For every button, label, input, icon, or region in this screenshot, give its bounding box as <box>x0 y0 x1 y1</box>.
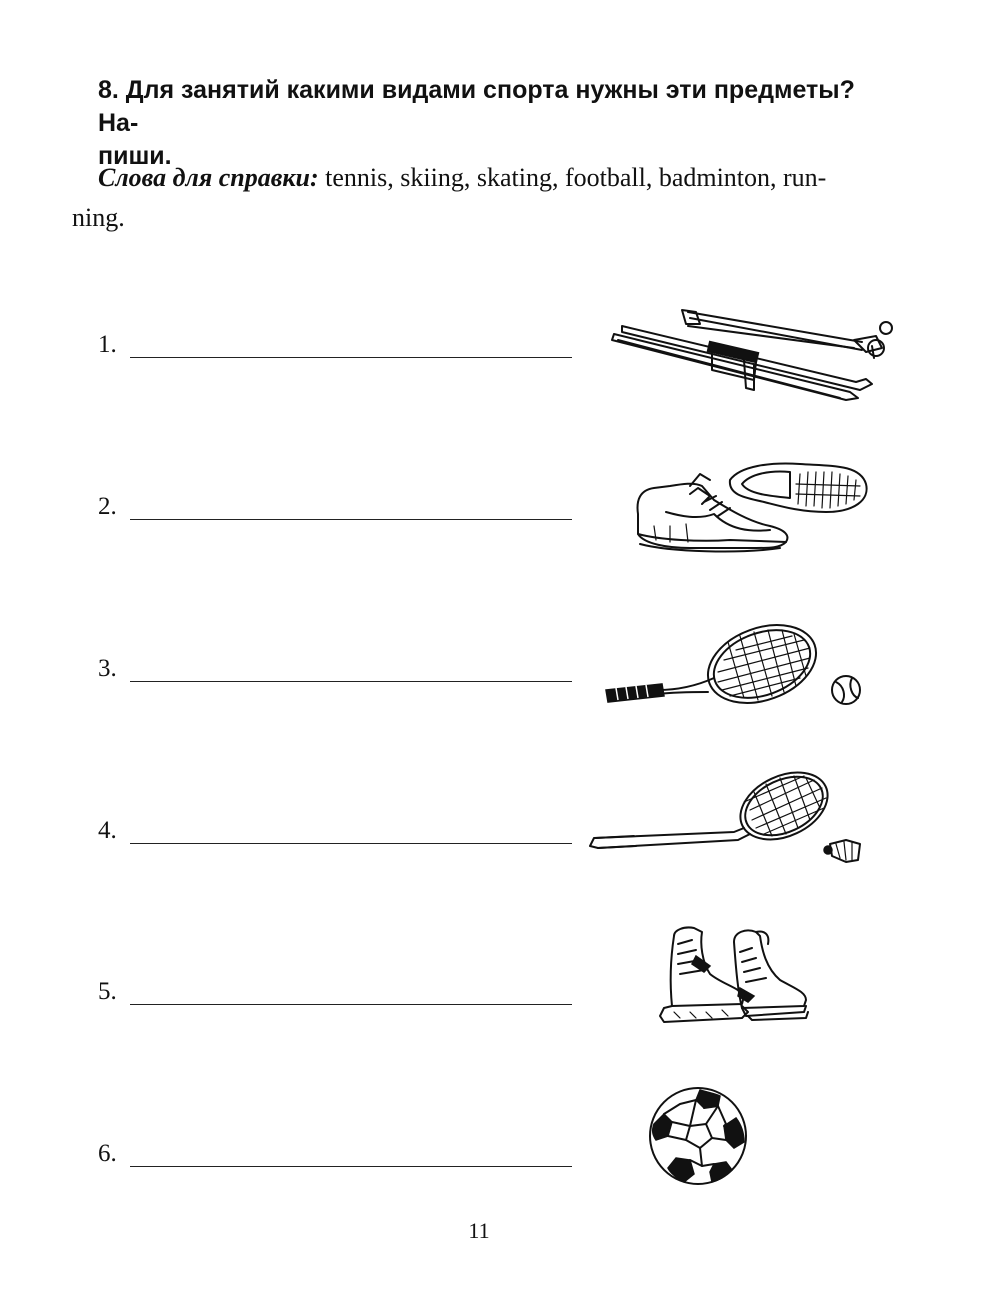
answer-row-6 <box>98 1131 578 1171</box>
answer-line-2[interactable] <box>130 519 572 520</box>
sneakers-icon <box>630 460 870 560</box>
ice-skates-icon <box>656 922 816 1026</box>
tennis-racket-icon <box>596 620 866 708</box>
answer-row-2 <box>98 484 578 524</box>
answer-line-1[interactable] <box>130 357 572 358</box>
badminton-racket-icon <box>584 770 866 870</box>
task-title-line1: 8. Для занятий какими видами спорта нужны эти предметы? На- <box>98 76 855 137</box>
page-number: 11 <box>468 1218 490 1243</box>
item-number: 4. <box>98 817 117 844</box>
answer-line-4[interactable] <box>130 843 572 844</box>
hint-label: Слова для справки: <box>98 163 319 192</box>
item-number: 5. <box>98 978 117 1005</box>
item-number: 1. <box>98 331 117 358</box>
answer-row-3 <box>98 646 578 686</box>
item-number: 3. <box>98 655 117 682</box>
answer-row-5 <box>98 969 578 1009</box>
answer-row-1 <box>98 322 578 362</box>
hint-words-line1: tennis, skiing, skating, football, badminton, run- <box>318 163 827 192</box>
answer-line-3[interactable] <box>130 681 572 682</box>
football-icon <box>646 1084 750 1188</box>
answer-row-4 <box>98 808 578 848</box>
hint-words <box>72 158 898 238</box>
answer-line-6[interactable] <box>130 1166 572 1167</box>
item-number: 2. <box>98 493 117 520</box>
answer-line-5[interactable] <box>130 1004 572 1005</box>
item-number: 6. <box>98 1140 117 1167</box>
task-title-line2: пиши. <box>98 142 172 170</box>
skis-icon <box>604 300 896 412</box>
hint-words-line2: ning. <box>72 203 125 232</box>
